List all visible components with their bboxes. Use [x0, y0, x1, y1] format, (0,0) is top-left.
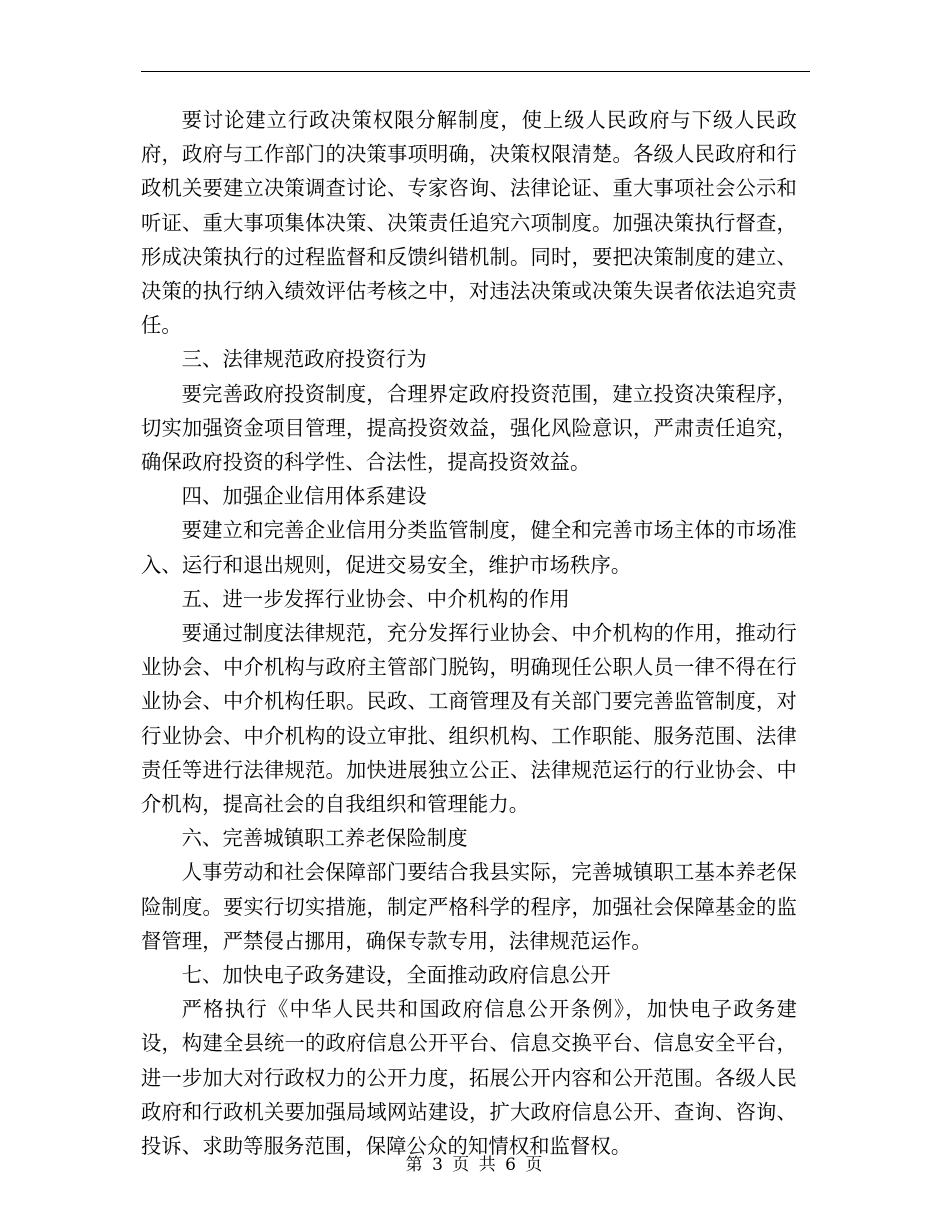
paragraph-enterprise-credit: 要建立和完善企业信用分类监管制度，健全和完善市场主体的市场准入、运行和退出规则，促进交易安全，维护市场秩序。 [141, 518, 797, 577]
paragraph-government-investment: 要完善政府投资制度，合理界定政府投资范围，建立投资决策程序，切实加强资金项目管理，提高投资效益，强化风险意识，严肃责任追究，确保政府投资的科学性、合法性，提高投资效益。 [141, 381, 797, 475]
header-rule [141, 71, 810, 72]
document-body [141, 103, 797, 1163]
heading-section-3: 三、法律规范政府投资行为 [181, 347, 427, 372]
page-number-footer: 第 3 页 共 6 页 [405, 1155, 545, 1175]
paragraph-pension-insurance: 人事劳动和社会保障部门要结合我县实际，完善城镇职工基本养老保险制度。要实行切实措施，制定严格科学的程序，加强社会保障基金的监督管理，严禁侵占挪用，确保专款专用，法律规范运作。 [141, 860, 797, 953]
paragraph-decision-system: 要讨论建立行政决策权限分解制度，使上级人民政府与下级人民政府，政府与工作部门的决策事项明确，决策权限清楚。各级人民政府和行政机关要建立决策调查讨论、专家咨询、法律论证、重大事项社会公示和听证、重大事项集体决策、决策责任追究六项制度。加强决策执行督查，形成决策执行的过程监督和反馈纠错机制。同时，要把决策制度的建立、决策的执行纳入绩效评估考核之中，对违法决策或决策失误者依法追究责任。 [141, 108, 797, 338]
paragraph-industry-associations: 要通过制度法律规范，充分发挥行业协会、中介机构的作用，推动行业协会、中介机构与政府主管部门脱钩，明确现任公职人员一律不得在行业协会、中介机构任职。民政、工商管理及有关部门要完善监管制度，对行业协会、中介机构的设立审批、组织机构、工作职能、服务范围、法律责任等进行法律规范。加快进展独立公正、法律规范运行的行业协会、中介机构，提高社会的自我组织和管理能力。 [141, 621, 797, 817]
heading-section-4: 四、加强企业信用体系建设 [181, 484, 427, 509]
paragraph-e-government: 严格执行《中华人民共和国政府信息公开条例》，加快电子政务建设，构建全县统一的政府信息公开平台、信息交换平台、信息安全平台，进一步加大对行政权力的公开力度，拓展公开内容和公开范围。各级人民政府和行政机关要加强局域网站建设，扩大政府信息公开、查询、咨询、投诉、求助等服务范围，保障公众的知情权和监督权。 [141, 997, 797, 1159]
heading-section-6: 六、完善城镇职工养老保险制度 [181, 826, 468, 851]
heading-section-5: 五、进一步发挥行业协会、中介机构的作用 [181, 586, 570, 611]
heading-section-7: 七、加快电子政务建设，全面推动政府信息公开 [181, 963, 611, 988]
